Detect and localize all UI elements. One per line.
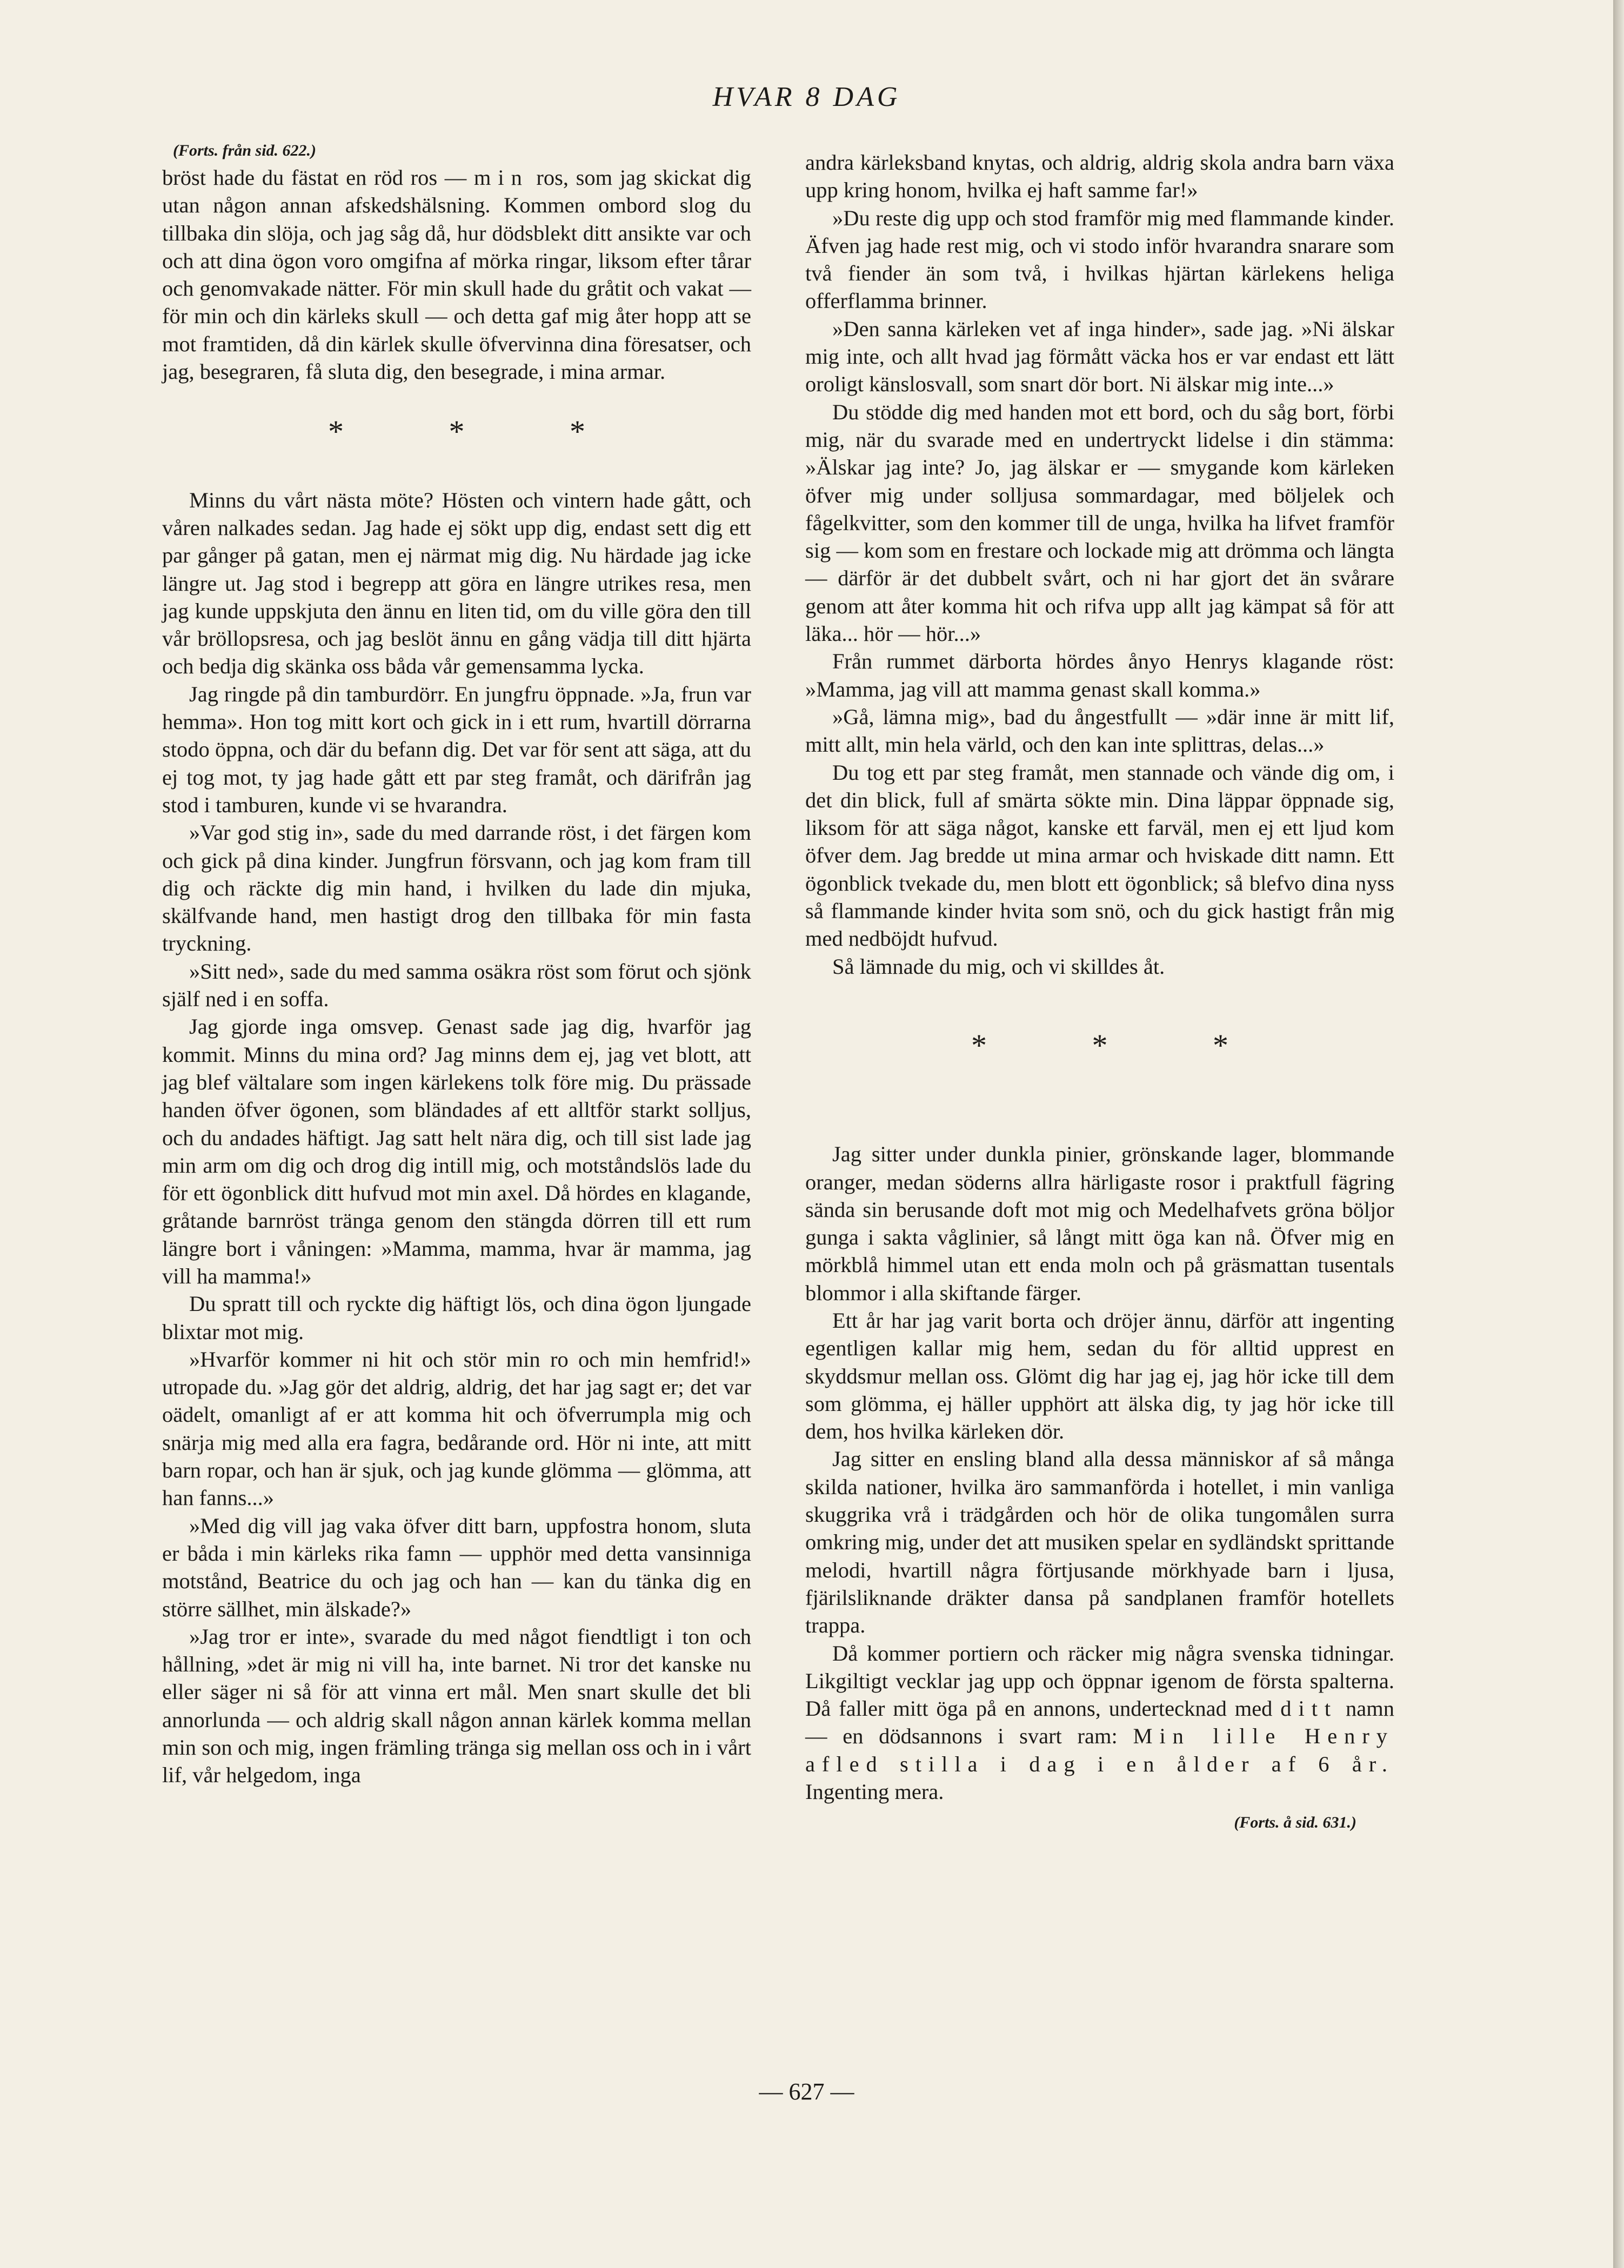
section-separator: * * * [328, 414, 634, 450]
paragraph: »Den sanna kärleken vet af inga hinder», sade jag. »Ni älskar mig inte, och allt hvad jag förmått väcka hos er var endast ett lätt oroligt känslosvall, som snart dör bort. Ni älskar mig inte...» [805, 316, 1394, 397]
paragraph: Så lämnade du mig, och vi skilldes åt. [832, 954, 1165, 979]
paragraph: Du stödde dig med handen mot ett bord, och du såg bort, förbi mig, när du svarade med en undertryckt lidelse i din stämma: »Älskar jag inte? Jo, jag älskar er — smygande kom kärleken öfver mig under solljusa sommardagar, med böljelek och fågelkvitter, som den kommer till de unga, hvilka ha lifvet framför sig — kom som en frestare och lockade mig att drömma och längta — därför är det dubbelt svårt, och ni har gjort det än svårare genom att åter komma hit och rifva upp allt jag kämpat så för att läka... hör — hör...» [805, 399, 1394, 646]
right-column [805, 149, 1394, 1837]
page-edge [1613, 0, 1624, 2268]
paragraph: »Med dig vill jag vaka öfver ditt barn, uppfostra honom, sluta er båda i min kärleks rika famn — upphör med detta vansinniga motstånd, Beatrice du och jag och han — kan du tänka dig en större sällhet, min älskade?» [162, 1513, 751, 1621]
left-column [162, 138, 751, 1789]
paragraph: Minns du vårt nästa möte? Hösten och vintern hade gått, och våren nalkades sedan. Jag hade ej sökt upp dig, endast sett dig ett par gånger på gatan, men ej närmat mig dig. Nu härdade jag icke längre ut. Jag stod i begrepp att göra en längre utrikes resa, men jag kunde uppskjuta den ännu en liten tid, om du ville göra den till vår bröllopsresa, och jag beslöt ännu en gång vädja till ditt hjärta och bedja dig skänka oss båda vår gemensamma lycka. [162, 487, 751, 679]
page-number: — 627 — [759, 2078, 854, 2105]
paragraph: »Hvarför kommer ni hit och stör min ro och min hemfrid!» utropade du. »Jag gör det aldrig, aldrig, det har jag sagt er; det var oädelt, omanligt af er att komma hit och öfverrumpla mig och snärja mig med alla era fagra, bedårande ord. Hör ni inte, att mitt barn ropar, och han är sjuk, och jag kunde glömma — glömma, att han fanns...» [162, 1347, 751, 1510]
paragraph: bröst hade du fästat en röd ros — min ros, som jag skickat dig utan någon annan afskedshälsning. Kommen ombord slog du tillbaka din slöja, och jag såg då, hur dödsblekt ditt ansikte var och och att dina ögon voro omgifna af mörka ringar, liksom efter tårar och genomvakade nätter. För min skull hade du gråtit och vakat — för min och din kärleks skull — och detta gaf mig åter hopp att se mot framtiden, då din kärlek skulle öfvervinna dina föresatser, och jag, besegraren, få sluta dig, den besegrade, i mina armar. [162, 165, 751, 384]
continued-to-note: (Forts. å sid. 631.) [1234, 1814, 1356, 1832]
paragraph: andra kärleksband knytas, och aldrig, aldrig skola andra barn växa upp kring honom, hvilka ej haft samme far!» [805, 150, 1394, 203]
paragraph: Du spratt till och ryckte dig häftigt lös, och dina ögon ljungade blixtar mot mig. [162, 1292, 751, 1344]
paragraph: »Du reste dig upp och stod framför mig med flammande kinder. Äfven jag hade rest mig, och vi stodo inför hvarandra snarare som två fiender än som två, i hvilkas hjärtan kärlekens heliga offerflamma brinner. [805, 205, 1394, 313]
paragraph: Du tog ett par steg framåt, men stannade och vände dig om, i det din blick, full af smärta sökte min. Dina läppar öppnade sig, liksom för att säga något, kanske ett farväl, men ej ett ljud kom öfver dem. Jag bredde ut mina armar och hviskade ditt namn. Ett ögonblick tvekade du, men blott ett ögonblick; så blefvo dina nyss så flammande kinder hvita som snö, och du gick hastigt från mig med nedböjdt hufvud. [805, 760, 1394, 951]
paragraph: Ett år har jag varit borta och dröjer ännu, därför att ingenting egentligen kallar mig hem, sedan du för alltid upprest en skyddsmur mellan oss. Glömt dig har jag ej, jag hör icke till dem som glömma, ej häller upphört att älska dig, ty jag hör icke till dem, hos hvilka kärleken dör. [805, 1308, 1394, 1444]
continued-from-note: (Forts. från sid. 622.) [173, 142, 317, 159]
paragraph: Från rummet därborta hördes ånyo Henrys klagande röst: »Mamma, jag vill att mamma genast skall komma.» [805, 649, 1394, 701]
section-separator: * * * [971, 1027, 1277, 1063]
paragraph: »Sitt ned», sade du med samma osäkra röst som förut och sjönk själf ned i en soffa. [162, 959, 751, 1012]
paragraph: Jag sitter en ensling bland alla dessa människor af så många skilda nationer, hvilka äro sammanförda i hotellet, i min vanliga skuggrika vrå i trädgården och hör de olika tungomålen surra omkring mig, under det att musiken spelar en sydländskt sprittande melodi, hvartill några förtjusande mörkhyade barn i ljusa, fjärilsliknande dräkter dansa på sandplanen framför hotellets trappa. [805, 1447, 1394, 1638]
paragraph: Jag gjorde inga omsvep. Genast sade jag dig, hvarför jag kommit. Minns du mina ord? Jag minns dem ej, jag vet blott, att jag blef vältalare som ingen kärlekens tolk före mig. Du prässade handen öfver ögonen, som bländades af ett alltför starkt solljus, och du andades häftigt. Jag satt helt nära dig, och till sist lade jag min arm om dig och drog dig intill mig, och motståndslös lade du för ett ögonblick ditt hufvud mot min axel. Då hördes en klagande, gråtande barnröst tränga genom den stängda dörren till ett rum längre bort i våningen: »Mamma, mamma, hvar är mamma, jag vill ha mamma!» [162, 1014, 751, 1288]
paragraph: Jag sitter under dunkla pinier, grönskande lager, blommande oranger, medan söderns allra härligaste rosor i praktfull fägring sända sin berusande doft mot mig och Medelhafvets gröna böljor gunga i sakta våglinier, så långt mitt öga kan nå. Öfver mig en mörkblå himmel utan ett enda moln och på gräsmattan tusentals blommor i alla skiftande färger. [805, 1142, 1394, 1305]
paragraph: Jag ringde på din tamburdörr. En jungfru öppnade. »Ja, frun var hemma». Hon tog mitt kort och gick in i ett rum, hvartill dörrarna stodo öppna, och där du befann dig. Det var för sent att säga, att du ej tog mot, ty jag hade gått ett par steg framåt, och därifrån jag stod i tamburen, kunde vi se hvarandra. [162, 681, 751, 817]
paragraph: »Jag tror er inte», svarade du med något fiendtligt i ton och hållning, »det är mig ni vill ha, inte barnet. Ni tror det kanske nu eller säger ni så för att vinna ert mål. Men snart skulle det bli annorlunda — och aldrig skall någon annan kärlek komma mellan min son och mig, ingen främling tränga sig mellan oss och in i vårt lif, vår helgedom, inga [162, 1624, 751, 1788]
paragraph: Då kommer portiern och räcker mig några svenska tidningar. Likgiltigt vecklar jag upp och öppnar igenom de första spalterna. Då faller mitt öga på en annons, undertecknad med ditt namn — en dödsannons i svart ram: Min lille Henry afled stilla i dag i en ålder af 6 år. Ingenting mera. [805, 1641, 1395, 1804]
page-header: HVAR 8 DAG [712, 82, 901, 112]
paragraph: »Var god stig in», sade du med darrande röst, i det färgen kom och gick på dina kinder. Jungfrun försvann, och jag kom fram till dig och räckte dig min hand, i hvilken du lade din mjuka, skälfvande hand, men hastigt drog den tillbaka för min fasta tryckning. [162, 820, 751, 956]
paragraph: »Gå, lämna mig», bad du ångestfullt — »där inne är mitt lif, mitt allt, min hela värld, och den kan inte splittras, delas...» [805, 704, 1394, 757]
